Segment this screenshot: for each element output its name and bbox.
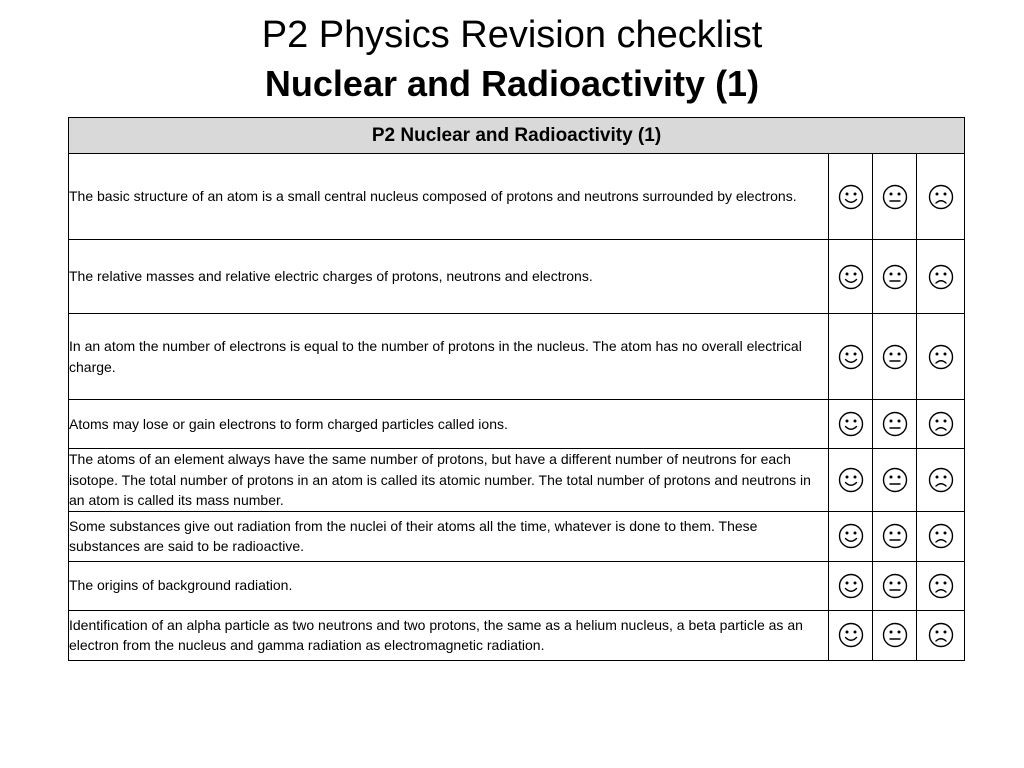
table-header: P2 Nuclear and Radioactivity (1) xyxy=(69,118,965,154)
neutral-face-icon[interactable] xyxy=(873,400,917,449)
page-title: P2 Physics Revision checklist xyxy=(261,14,763,56)
table-row xyxy=(69,610,965,660)
smiley-face-icon[interactable] xyxy=(829,400,873,449)
smiley-face-icon[interactable] xyxy=(829,511,873,561)
table-row xyxy=(69,561,965,610)
frowning-face-icon[interactable] xyxy=(917,511,965,561)
page-subtitle: Nuclear and Radioactivity (1) xyxy=(264,63,760,104)
frowning-face-icon[interactable] xyxy=(917,154,965,240)
table-row xyxy=(69,449,965,512)
table-row xyxy=(69,314,965,400)
smiley-face-icon[interactable] xyxy=(829,610,873,660)
checklist-item-text: Some substances give out radiation from the nuclei of their atoms all the time, whatever is done to them. These substances are said to be radioactive. xyxy=(69,511,829,561)
checklist-item-text: The relative masses and relative electric charges of protons, neutrons and electrons. xyxy=(69,240,829,314)
table-row xyxy=(69,240,965,314)
revision-checklist-table xyxy=(68,117,965,661)
smiley-face-icon[interactable] xyxy=(829,449,873,512)
frowning-face-icon[interactable] xyxy=(917,449,965,512)
table-row xyxy=(69,511,965,561)
checklist-item-text: The origins of background radiation. xyxy=(69,561,829,610)
frowning-face-icon[interactable] xyxy=(917,610,965,660)
neutral-face-icon[interactable] xyxy=(873,561,917,610)
checklist-item-text: Identification of an alpha particle as two neutrons and two protons, the same as a helium nucleus, a beta particle as an electron from the nucleus and gamma radiation as electromagnetic radiation. xyxy=(69,610,829,660)
checklist-item-text: The atoms of an element always have the same number of protons, but have a different number of neutrons for each isotope. The total number of protons in an atom is called its atomic number. The total number of protons and neutrons in an atom is called its mass number. xyxy=(69,449,829,512)
frowning-face-icon[interactable] xyxy=(917,314,965,400)
frowning-face-icon[interactable] xyxy=(917,400,965,449)
table-header-row xyxy=(69,118,965,154)
smiley-face-icon[interactable] xyxy=(829,561,873,610)
checklist-item-text: The basic structure of an atom is a small central nucleus composed of protons and neutrons surrounded by electrons. xyxy=(69,154,829,240)
checklist-item-text: Atoms may lose or gain electrons to form charged particles called ions. xyxy=(69,400,829,449)
checklist-item-text: In an atom the number of electrons is equal to the number of protons in the nucleus. The atom has no overall electrical charge. xyxy=(69,314,829,400)
frowning-face-icon[interactable] xyxy=(917,240,965,314)
neutral-face-icon[interactable] xyxy=(873,240,917,314)
neutral-face-icon[interactable] xyxy=(873,449,917,512)
table-row xyxy=(69,154,965,240)
neutral-face-icon[interactable] xyxy=(873,610,917,660)
frowning-face-icon[interactable] xyxy=(917,561,965,610)
neutral-face-icon[interactable] xyxy=(873,511,917,561)
table-row xyxy=(69,400,965,449)
smiley-face-icon[interactable] xyxy=(829,314,873,400)
neutral-face-icon[interactable] xyxy=(873,154,917,240)
smiley-face-icon[interactable] xyxy=(829,240,873,314)
smiley-face-icon[interactable] xyxy=(829,154,873,240)
neutral-face-icon[interactable] xyxy=(873,314,917,400)
title-block xyxy=(0,10,1024,108)
